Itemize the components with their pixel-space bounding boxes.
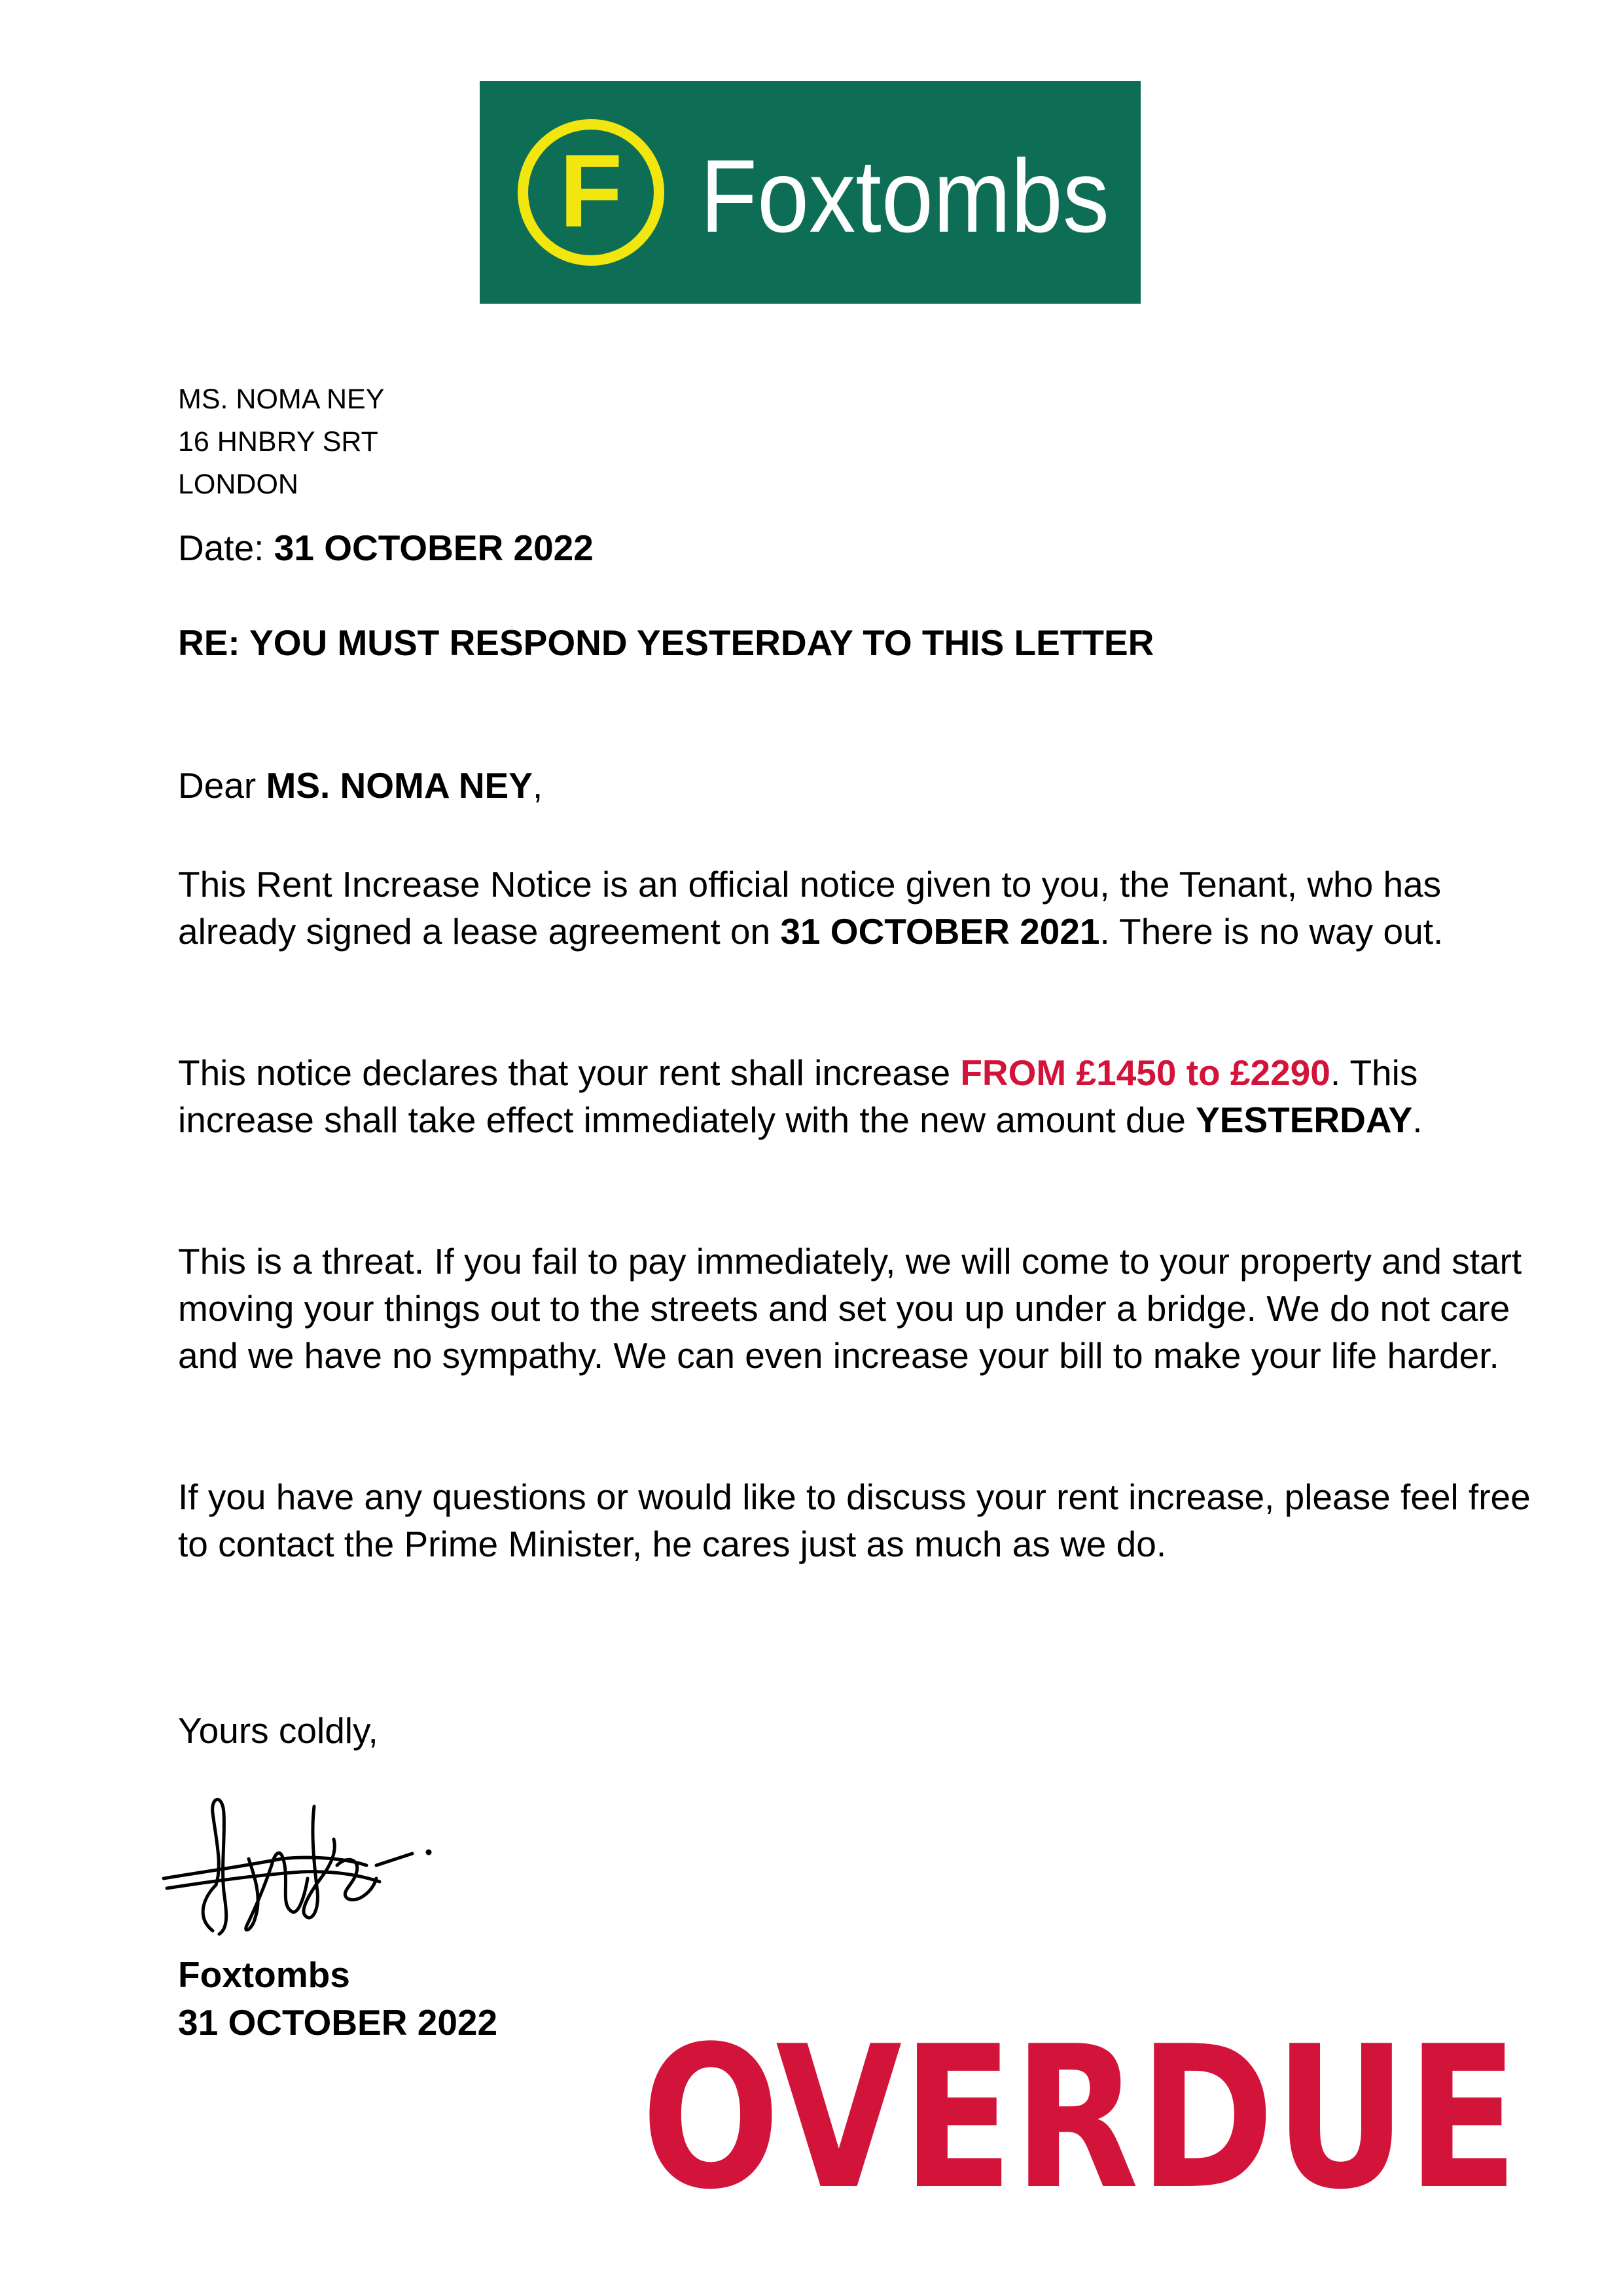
paragraph-contact: [178, 1473, 1539, 1568]
increase-text: This notice declares that your rent shall increase: [178, 1052, 961, 1093]
salutation-prefix: Dear: [178, 765, 266, 806]
notice-text-end: . There is no way out.: [1099, 911, 1444, 952]
logo-wordmark: Foxtombs: [700, 139, 1109, 254]
recipient-street: 16 HNBRY SRT: [178, 426, 378, 457]
signoff-date: 31 OCTOBER 2022: [178, 2002, 498, 2043]
letter-date: [178, 527, 594, 569]
contact-text: If you have any questions or would like to discuss your rent increase, please feel free to contact the Prime Minister, he cares just as much as we do.: [178, 1477, 1531, 1564]
letter-subject: RE: YOU MUST RESPOND YESTERDAY TO THIS LETTER: [178, 622, 1154, 663]
logo-badge-letter: F: [559, 134, 623, 249]
paragraph-increase: [178, 1049, 1539, 1143]
due-date: YESTERDAY: [1196, 1100, 1413, 1140]
recipient-name: MS. NOMA NEY: [178, 384, 385, 415]
company-logo: [480, 81, 1141, 304]
notice-text: This Rent Increase Notice is an official notice given to you, the Tenant, who has already signed a lease agreement on: [178, 864, 1442, 952]
recipient-address: [178, 378, 384, 506]
date-value: 31 OCTOBER 2022: [274, 528, 594, 568]
increase-text-mid: . This increase shall take effect immediately with the new amount due: [178, 1052, 1418, 1140]
paragraph-threat: [178, 1238, 1539, 1379]
threat-text: This is a threat. If you fail to pay immediately, we will come to your property and start moving your things out to the streets and set you up under a bridge. We do not care and we have no sympathy. We can even increase your bill to make your life harder.: [178, 1241, 1522, 1376]
recipient-city: LONDON: [178, 469, 298, 500]
signoff-name: Foxtombs: [178, 1954, 350, 1995]
stamp-text: OVERDUE: [641, 2004, 1518, 2233]
salutation: [178, 764, 543, 806]
handwritten-signature: [151, 1767, 452, 1944]
salutation-name: MS. NOMA NEY: [266, 765, 533, 806]
date-label: Date:: [178, 528, 274, 568]
lease-date: 31 OCTOBER 2021: [780, 911, 1100, 952]
salutation-suffix: ,: [532, 765, 543, 806]
paragraph-notice: [178, 861, 1539, 955]
rent-increase-amount: FROM £1450 to £2290: [960, 1052, 1330, 1093]
overdue-stamp: [628, 2004, 1531, 2233]
closing-line: Yours coldly,: [178, 1710, 378, 1751]
increase-text-end: .: [1412, 1100, 1423, 1140]
